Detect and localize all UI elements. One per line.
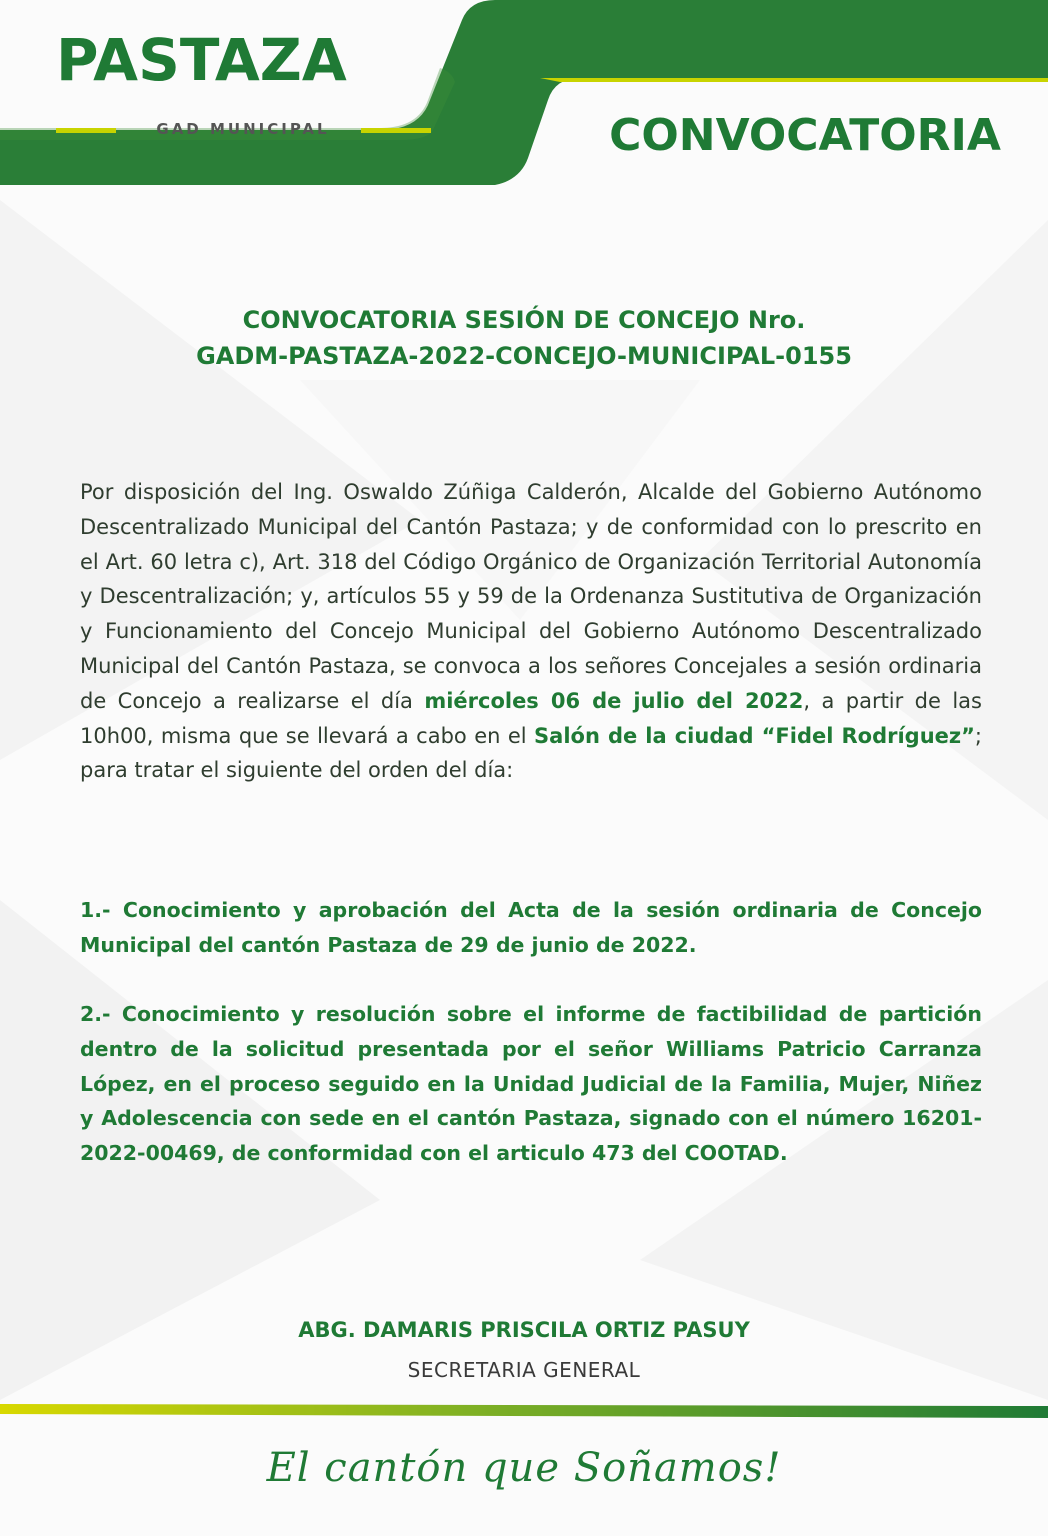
document-title-line-1: CONVOCATORIA SESIÓN DE CONCEJO Nro. bbox=[242, 306, 806, 334]
header-banner bbox=[0, 0, 1048, 200]
pastaza-logo bbox=[56, 26, 376, 138]
header-title: CONVOCATORIA bbox=[609, 110, 1001, 161]
body-mid-text: , a partir de las 10h00, misma que se llevará a cabo en el bbox=[80, 688, 982, 748]
footer-band bbox=[0, 1400, 1048, 1430]
body-paragraph bbox=[80, 475, 982, 788]
body-place: Salón de la ciudad “Fidel Rodríguez” bbox=[534, 723, 975, 748]
footer-slogan: El cantón que Soñamos! bbox=[266, 1445, 782, 1491]
logo-underline-right bbox=[361, 128, 431, 133]
logo-underline-left bbox=[56, 128, 116, 133]
agenda-item-1: 1.- Conocimiento y aprobación del Acta de la sesión ordinaria de Concejo Municipal del cantón Pastaza de 29 de junio de 2022. bbox=[80, 898, 982, 957]
body-intro-text: Por disposición del Ing. Oswaldo Zúñiga Calderón, Alcalde del Gobierno Autónomo Descentralizado Municipal del Cantón Pastaza; y de conformidad con lo prescrito en el Art. 60 letra c), Art. 318 del Código Orgánico de Organización Territorial Autonomía y Descentralización; y, artículos 55 y 59 de la Ordenanza Sustitutiva de Organización y Funcionamiento del Concejo Municipal del Gobierno Autónomo Descentralizado Municipal del Cantón Pastaza, se convoca a los señores Concejales a sesión ordinaria de Concejo a realizarse el día bbox=[80, 480, 982, 713]
logo-subtitle: GAD MUNICIPAL bbox=[156, 120, 330, 138]
signatory-name: ABG. DAMARIS PRISCILA ORTIZ PASUY bbox=[298, 1318, 750, 1342]
agenda-item-2: 2.- Conocimiento y resolución sobre el informe de factibilidad de partición dentro de la solicitud presentada por el señor Williams Patricio Carranza López, en el proceso seguido en la Unidad Judicial de la Familia, Mujer, Niñez y Adolescencia con sede en el cantón Pastaza, signado con el número 16201-2022-00469, de conformidad con el articulo 473 del COOTAD. bbox=[80, 1002, 982, 1166]
body-end-text: ; para tratar el siguiente del orden del día: bbox=[80, 723, 982, 783]
logo-wordmark: PASTAZA bbox=[56, 26, 347, 94]
body-date: miércoles 06 de julio del 2022 bbox=[424, 688, 804, 713]
signatory-role: SECRETARIA GENERAL bbox=[407, 1358, 641, 1382]
document-title-line-2: GADM-PASTAZA-2022-CONCEJO-MUNICIPAL-0155 bbox=[196, 342, 852, 370]
document-title bbox=[60, 302, 988, 374]
